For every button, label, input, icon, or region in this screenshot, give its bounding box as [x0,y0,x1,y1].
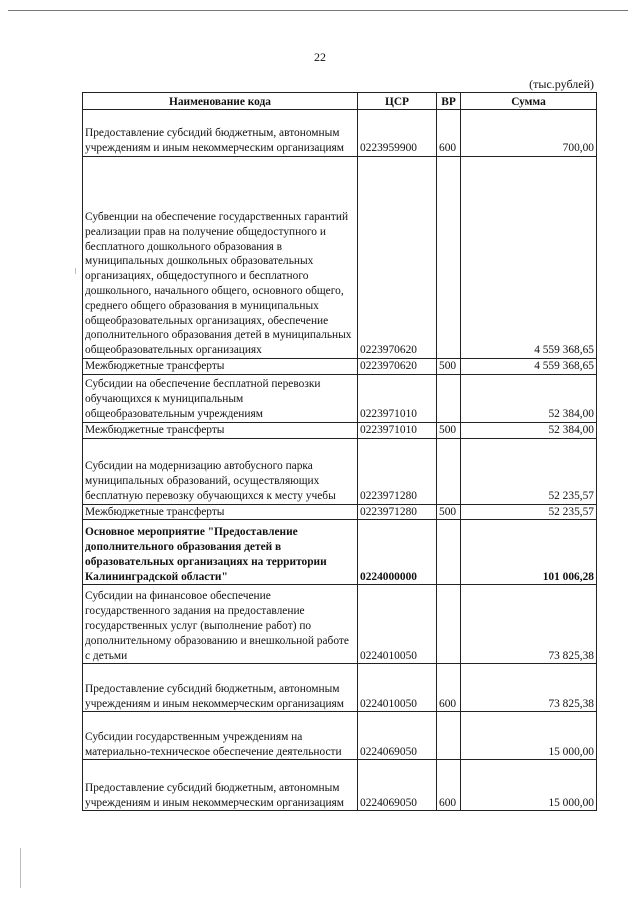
header-vr: ВР [437,93,461,110]
budget-table [82,92,597,811]
table-row [83,520,597,585]
row-name: Основное мероприятие "Предоставление дополнительного образования детей в образовательных организациях на территории Калининградской области" [83,520,358,585]
row-sum: 101 006,28 [461,520,597,585]
row-name: Субсидии на обеспечение бесплатной перевозки обучающихся к муниципальным общеобразовательным учреждениям [83,374,358,422]
row-vr: 600 [437,664,461,712]
top-scan-rule [8,10,628,11]
row-csr: 0223970620 [358,157,437,359]
row-csr: 0223970620 [358,359,437,375]
row-csr: 0223971280 [358,438,437,504]
row-sum: 52 384,00 [461,374,597,422]
row-name: Субвенции на обеспечение государственных гарантий реализации прав на получение общедоступного и бесплатного дошкольного образования в муниципальных дошкольных образовательных организациях, общедоступного и бесплатного дошкольного, начального общего, основного общего, среднего общего образования в муниципальных общеобразовательных организациях, обеспечение дополнительного образования детей в муниципальных общеобразовательных организациях [83,157,358,359]
table-row [83,438,597,504]
table-row [83,712,597,760]
header-sum: Сумма [461,93,597,110]
row-vr: 600 [437,110,461,157]
row-csr: 0224069050 [358,760,437,811]
table-row [83,664,597,712]
row-csr: 0223971010 [358,374,437,422]
row-sum: 15 000,00 [461,760,597,811]
row-sum: 700,00 [461,110,597,157]
row-vr [437,374,461,422]
table-row [83,110,597,157]
row-vr [437,585,461,664]
page-number: 22 [314,50,326,64]
row-name: Предоставление субсидий бюджетным, автономным учреждениям и иным некоммерческим организациям [83,664,358,712]
row-sum: 73 825,38 [461,585,597,664]
row-vr: 500 [437,359,461,375]
table-row [83,359,597,375]
table-row [83,422,597,438]
row-name: Межбюджетные трансферты [83,359,358,375]
table-row [83,157,597,359]
row-sum: 73 825,38 [461,664,597,712]
table-header-row [83,93,597,110]
row-csr: 0223971010 [358,422,437,438]
row-name: Межбюджетные трансферты [83,504,358,520]
row-csr: 0224010050 [358,585,437,664]
row-csr: 0223959900 [358,110,437,157]
header-csr: ЦСР [358,93,437,110]
table-row [83,504,597,520]
row-vr [437,520,461,585]
row-vr [437,712,461,760]
header-name: Наименование кода [83,93,358,110]
row-csr: 0224010050 [358,664,437,712]
row-vr [437,438,461,504]
row-sum: 52 235,57 [461,504,597,520]
scan-mark [75,268,76,274]
row-sum: 52 384,00 [461,422,597,438]
row-csr: 0223971280 [358,504,437,520]
row-sum: 15 000,00 [461,712,597,760]
row-vr [437,157,461,359]
row-name: Субсидии на финансовое обеспечение государственного задания на предоставление государственных услуг (выполнение работ) по дополнительному образованию и внешкольной работе с детьми [83,585,358,664]
row-vr: 500 [437,504,461,520]
row-sum: 52 235,57 [461,438,597,504]
row-name: Субсидии на модернизацию автобусного парка муниципальных образований, осуществляющих бесплатную перевозку обучающихся к месту учебы [83,438,358,504]
table-row [83,374,597,422]
row-name: Предоставление субсидий бюджетным, автономным учреждениям и иным некоммерческим организациям [83,760,358,811]
row-sum: 4 559 368,65 [461,157,597,359]
table-row [83,585,597,664]
row-name: Предоставление субсидий бюджетным, автономным учреждениям и иным некоммерческим организациям [83,110,358,157]
row-vr: 500 [437,422,461,438]
row-csr: 0224069050 [358,712,437,760]
row-sum: 4 559 368,65 [461,359,597,375]
row-vr: 600 [437,760,461,811]
units-label: (тыс.рублей) [529,77,594,91]
table-row [83,760,597,811]
row-csr: 0224000000 [358,520,437,585]
scan-mark [20,848,21,888]
row-name: Субсидии государственным учреждениям на материально-техническое обеспечение деятельности [83,712,358,760]
row-name: Межбюджетные трансферты [83,422,358,438]
